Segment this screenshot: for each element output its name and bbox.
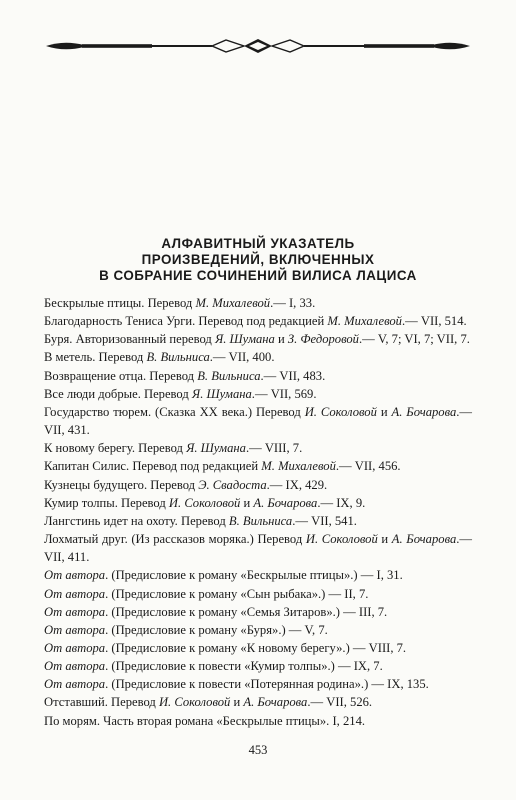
entry-lead: От автора [44,659,106,674]
entry-translator2: А. Бочарова [253,495,318,510]
entry-title: Отставший. Перевод [44,695,159,710]
heading-line-3: В СОБРАНИЕ СОЧИНЕНИЙ ВИЛИСА ЛАЦИСА [99,268,417,283]
entry-lead: От автора [44,622,106,637]
entry-mid: и [274,332,288,347]
entry-ref: .— V, 7; VI, 7; VII, 7. [358,332,470,347]
entry-lead: От автора [44,604,106,619]
entry-translator2: А. Бочарова [243,695,308,710]
entry-ref: .— I, 33. [270,296,316,310]
index-entry [44,385,472,403]
index-entry [44,330,472,348]
entry-ref: .— VII, 411. [44,532,472,565]
index-entry [44,566,472,584]
index-entry [44,312,472,330]
entry-mid: и [376,404,392,419]
heading-line-2: ПРОИЗВЕДЕНИЙ, ВКЛЮЧЕННЫХ [141,252,375,267]
entry-mid: и [377,532,392,547]
entry-translator: Я. Шумана [186,441,246,456]
index-entry [44,403,472,439]
entry-title: В метель. Перевод [44,350,147,365]
entry-title: Капитан Силис. Перевод под редакцией [44,459,262,474]
entry-translator: Я. Шумана [214,332,275,347]
index-entry [44,675,472,693]
entry-ref: .— VII, 483. [260,368,326,383]
entry-title: Все люди добрые. Перевод [44,386,192,401]
index-entry [44,348,472,366]
entry-title: Возвращение отца. Перевод [44,368,198,383]
index-entry [44,476,472,494]
entry-translator2: З. Федоровой [287,332,359,347]
entry-lead: От автора [44,586,106,601]
index-entry [44,585,472,603]
entry-ref: .— VII, 456. [335,459,401,474]
index-entry [44,639,472,657]
entry-ref: .— VII, 526. [307,695,373,710]
entry-title: Государство тюрем. (Сказка XX века.) Перевод [44,404,305,419]
entry-title: К новому берегу. Перевод [44,441,187,456]
entry-translator: В. Вильниса [228,513,293,528]
index-entry [44,294,472,312]
entry-lead: От автора [44,640,106,655]
entry-ref: .— VII, 541. [292,513,357,528]
entry-translator: Я. Шумана [191,386,252,401]
entry-lead: От автора [44,677,106,692]
entry-ref: .— VII, 400. [209,350,275,365]
index-entry [44,512,472,530]
entry-title: Лангстинь идет на охоту. Перевод [44,513,229,528]
index-heading [40,236,476,284]
entry-title: . (Предисловие к роману «Буря».) — V, 7. [105,622,328,637]
entry-lead: От автора [44,568,106,583]
entry-title: . (Предисловие к роману «Семья Зитаров».) — III, 7. [105,604,388,619]
entry-title: Кумир толпы. Перевод [44,495,169,510]
entry-title: Буря. Авторизованный перевод [44,332,215,347]
entry-translator: В. Вильниса [146,350,210,365]
entry-ref: .— IX, 9. [317,495,366,510]
entry-translator: И. Соколовой [158,695,231,710]
entry-title: . (Предисловие к роману «Бескрылые птицы».) — I, 31. [105,568,403,583]
entry-translator: И. Соколовой [304,404,377,419]
entry-title: . (Предисловие к повести «Потерянная родина».) — IX, 135. [105,677,429,692]
entry-translator2: А. Бочарова [391,532,457,547]
index-entries [44,294,472,730]
entry-translator: Э. Свадоста [198,477,267,492]
index-entry [44,621,472,639]
entry-mid: и [240,495,254,510]
heading-line-1: АЛФАВИТНЫЙ УКАЗАТЕЛЬ [161,236,355,251]
entry-ref: .— IX, 429. [266,477,328,492]
index-entry [44,603,472,621]
entry-translator: М. Михалевой [195,296,271,310]
index-entry [44,439,472,457]
entry-title: Лохматый друг. (Из рассказов моряка.) Перевод [44,532,306,547]
index-entry [44,693,472,711]
header-ornament [44,38,472,54]
index-entry [44,494,472,512]
entry-translator: М. Михалевой [327,314,402,329]
index-entry [44,457,472,475]
page-number: 453 [248,743,268,757]
entry-title: Бескрылые птицы. Перевод [44,296,196,310]
entry-title: Кузнецы будущего. Перевод [44,477,199,492]
entry-ref: .— VII, 514. [401,314,467,329]
entry-title: . (Предисловие к роману «Сын рыбака».) — II, 7. [105,586,369,601]
index-entry [44,657,472,675]
entry-translator: М. Михалевой [261,459,336,474]
entry-translator2: А. Бочарова [391,404,457,419]
entry-ref: .— VII, 431. [44,404,473,438]
entry-translator: И. Соколовой [305,532,378,547]
entry-title: . (Предисловие к роману «К новому берегу».) — VIII, 7. [105,640,407,655]
index-entry [44,712,472,730]
entry-title: По морям. Часть вторая романа «Бескрылые птицы». I, 214. [44,713,366,728]
index-entry [44,367,472,385]
entry-title: Благодарность Тениса Урги. Перевод под редакцией [44,314,328,329]
entry-translator: И. Соколовой [168,495,241,510]
entry-mid: и [230,695,244,710]
entry-title: . (Предисловие к повести «Кумир толпы».) — IX, 7. [105,659,383,674]
entry-ref: .— VIII, 7. [245,441,303,456]
index-entry [44,530,472,566]
entry-ref: .— VII, 569. [251,386,317,401]
entry-translator: В. Вильниса [197,368,261,383]
